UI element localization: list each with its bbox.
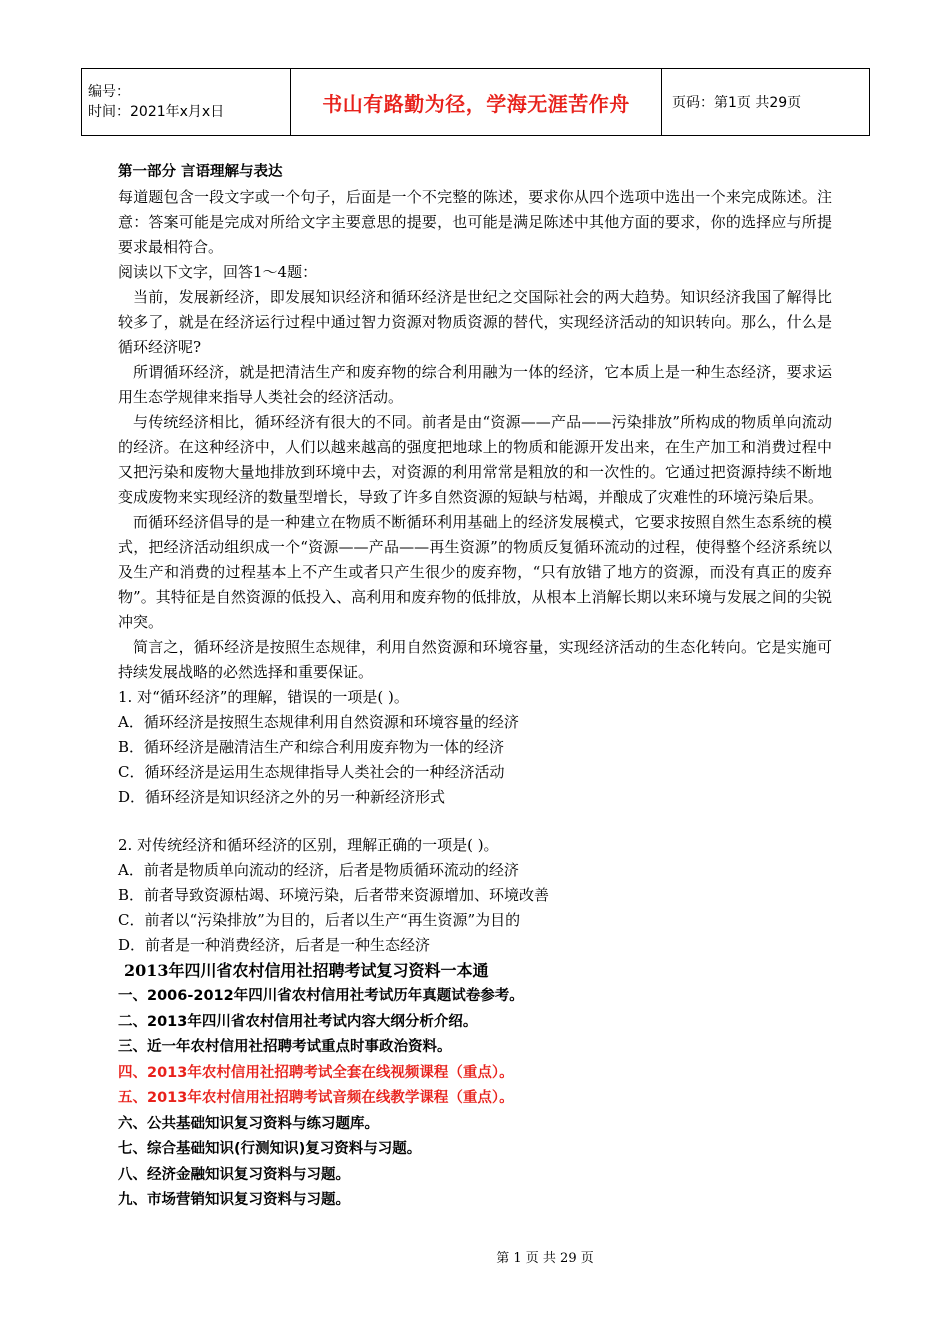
header-motto: 书山有路勤为径，学海无涯苦作舟: [322, 91, 630, 116]
page-footer: [0, 1247, 950, 1266]
passage-paragraph: 所谓循环经济，就是把清洁生产和废弃物的综合利用融为一体的经济，它本质上是一种生态经济，要求运用生态学规律来指导人类社会的经济活动。: [118, 363, 832, 406]
time-label: 时间：2021年x月x日: [88, 104, 225, 120]
reading-prompt: 阅读以下文字，回答1～4题：: [118, 263, 318, 281]
promo-item: 八、经济金融知识复习资料与习题。: [118, 1166, 350, 1183]
promo-item: 三、近一年农村信用社招聘考试重点时事政治资料。: [118, 1039, 452, 1055]
question-2-stem: 2. 对传统经济和循环经济的区别，理解正确的一项是( )。: [118, 836, 499, 854]
promo-item: 一、2006-2012年四川省农村信用社考试历年真题试卷参考。: [118, 988, 524, 1004]
instructions: 每道题包含一段文字或一个句子，后面是一个不完整的陈述，要求你从四个选项中选出一个来完成陈述。注意：答案可能是完成对所给文字主要意思的提要，也可能是满足陈述中其他方面的要求，你的选择应与所提要求最相符合。: [118, 188, 832, 256]
question-1-option-d: D．循环经济是知识经济之外的另一种新经济形式: [118, 788, 446, 806]
question-2-option-c: C．前者以“污染排放”为目的，后者以生产“再生资源”为目的: [118, 911, 521, 929]
promo-item: 七、综合基础知识(行测知识)复习资料与习题。: [118, 1141, 422, 1157]
question-1-stem: 1. 对“循环经济”的理解，错误的一项是( )。: [118, 688, 409, 706]
question-1-option-b: B．循环经济是融清洁生产和综合利用废弃物为一体的经济: [118, 738, 505, 756]
passage-paragraph: 而循环经济倡导的是一种建立在物质不断循环利用基础上的经济发展模式，它要求按照自然生态系统的模式，把经济活动组织成一个“资源——产品——再生资源”的物质反复循环流动的过程，使得整个经济系统以及生产和消费的过程基本上不产生或者只产生很少的废弃物，“只有放错了地方的资源，而没有真正的废弃物”。其特征是自然资源的低投入、高利用和废弃物的低排放，从根本上消解长期以来环境与发展之间的尖锐冲突。: [118, 513, 832, 631]
question-2-option-d: D．前者是一种消费经济，后者是一种生态经济: [118, 936, 431, 954]
header-page-info: 页码：第1页 共29页: [662, 69, 870, 136]
question-1-option-a: A．循环经济是按照生态规律利用自然资源和环境容量的经济: [118, 713, 519, 731]
passage-paragraph: 与传统经济相比，循环经济有很大的不同。前者是由“资源——产品——污染排放”所构成的物质单向流动的经济。在这种经济中，人们以越来越高的强度把地球上的物质和能源开发出来，在生产加工和消费过程中又把污染和废物大量地排放到环境中去，对资源的利用常常是粗放的和一次性的。它通过把资源持续不断地变成废物来实现经济的数量型增长，导致了许多自然资源的短缺与枯竭，并酿成了灾难性的环境污染后果。: [118, 413, 832, 506]
header-meta: [82, 69, 291, 136]
footer-page-number: 第 1 页 共 29 页: [496, 1251, 594, 1266]
passage-paragraph: 当前，发展新经济，即发展知识经济和循环经济是世纪之交国际社会的两大趋势。知识经济我国了解得比较多了，就是在经济运行过程中通过智力资源对物质资源的替代，实现经济活动的知识转向。那么，什么是循环经济呢?: [118, 288, 832, 356]
passage-paragraph: 简言之，循环经济是按照生态规律，利用自然资源和环境容量，实现经济活动的生态化转向。它是实施可持续发展战略的必然选择和重要保证。: [118, 638, 832, 681]
header-motto-cell: [291, 69, 662, 136]
number-label: 编号：: [88, 84, 130, 100]
section-title: 第一部分 言语理解与表达: [118, 164, 283, 180]
promo-item: 九、市场营销知识复习资料与习题。: [118, 1192, 350, 1208]
question-1-option-c: C．循环经济是运用生态规律指导人类社会的一种经济活动: [118, 763, 505, 781]
document-body: [118, 160, 832, 1214]
promo-item: 二、2013年四川省农村信用社考试内容大纲分析介绍。: [118, 1013, 478, 1030]
question-2-option-a: A．前者是物质单向流动的经济，后者是物质循环流动的经济: [118, 861, 519, 879]
promo-item: 五、2013年农村信用社招聘考试音频在线教学课程（重点）。: [118, 1090, 514, 1106]
promo-list: [118, 984, 832, 1214]
promo-item: 四、2013年农村信用社招聘考试全套在线视频课程（重点）。: [118, 1064, 514, 1081]
header-table: [81, 68, 870, 136]
question-2-option-b: B．前者导致资源枯竭、环境污染，后者带来资源增加、环境改善: [118, 886, 550, 904]
promo-title: 2013年四川省农村信用社招聘考试复习资料一本通: [124, 961, 489, 980]
promo-item: 六、公共基础知识复习资料与练习题库。: [118, 1115, 379, 1132]
spacer: [118, 810, 832, 833]
